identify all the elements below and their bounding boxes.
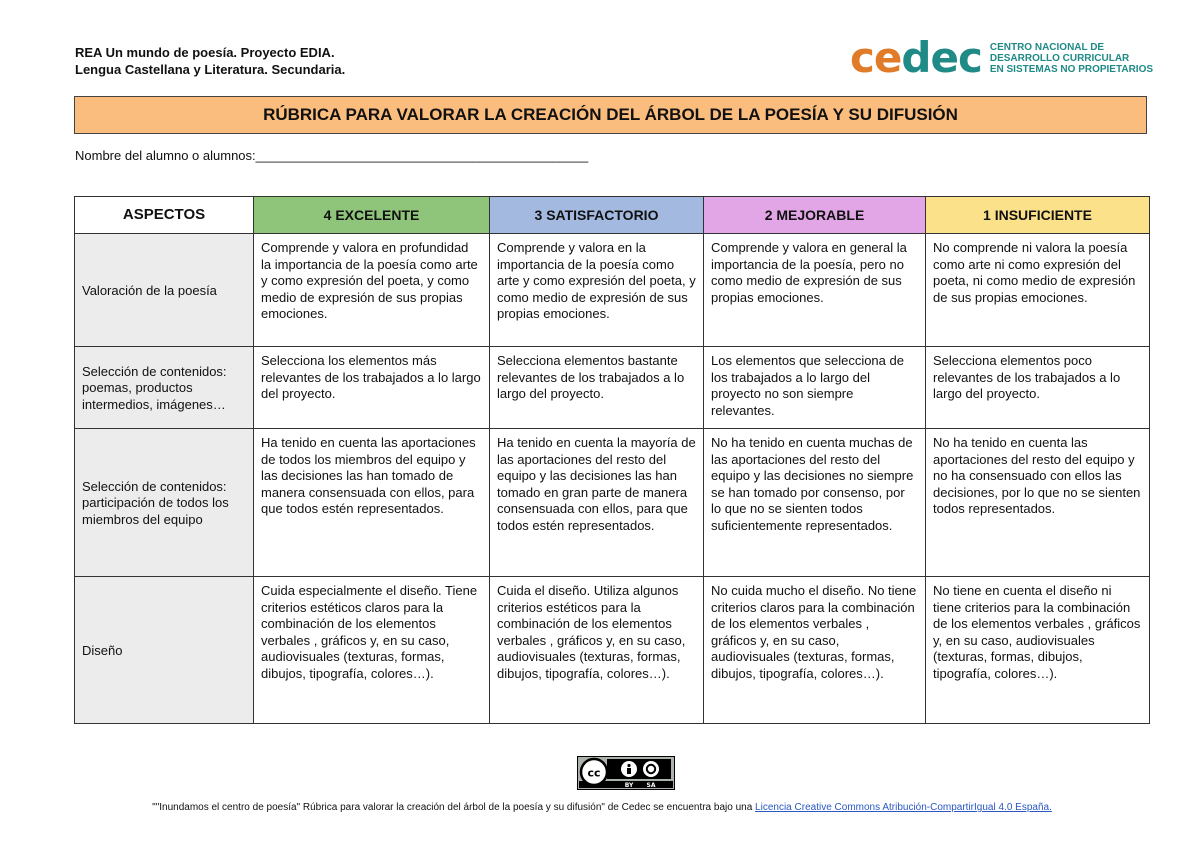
header-line-2: Lengua Castellana y Literatura. Secundaria. <box>75 62 346 77</box>
footer-text: ""Inundamos el centro de poesía" Rúbrica para valorar la creación del árbol de la poesía y su difusión" de Cedec se encuentra bajo una <box>152 802 756 813</box>
rubric-cell: Ha tenido en cuenta las aportaciones de todos los miembros del equipo y las decisiones las han tomado de manera consensuada con ellos, para que todos estén representados. <box>254 429 490 577</box>
header-excelente: 4 EXCELENTE <box>254 197 490 234</box>
rubric-cell: Ha tenido en cuenta la mayoría de las aportaciones del resto del equipo y las decisiones las han tomado en gran parte de manera consensuada con ellos, para que todos estén representados. <box>490 429 704 577</box>
cc-icon <box>581 759 607 785</box>
document-header <box>75 44 345 78</box>
rubric-cell: Selecciona los elementos más relevantes de los trabajados a lo largo del proyecto. <box>254 347 490 429</box>
logo-wordmark: cedec <box>850 33 982 82</box>
header-satisfactorio: 3 SATISFACTORIO <box>490 197 704 234</box>
rubric-title: RÚBRICA PARA VALORAR LA CREACIÓN DEL ÁRBOL DE LA POESÍA Y SU DIFUSIÓN <box>74 96 1147 134</box>
table-row <box>75 577 1150 724</box>
header-insuficiente: 1 INSUFICIENTE <box>926 197 1150 234</box>
header-aspectos: ASPECTOS <box>75 197 254 234</box>
license-link[interactable]: Licencia Creative Commons Atribución-CompartirIgual 4.0 España. <box>755 802 1052 813</box>
rubric-cell: No cuida mucho el diseño. No tiene criterios claros para la combinación de los elementos verbales , gráficos y, en su caso, audiovisuales (texturas, formas, dibujos, tipografía, colores…). <box>704 577 926 724</box>
rubric-cell: No tiene en cuenta el diseño ni tiene criterios para la combinación de los elementos verbales , gráficos y, en su caso, audiovisuales (texturas, formas, dibujos, tipografía, colores…). <box>926 577 1150 724</box>
logo-subtitle: CENTRO NACIONAL DE DESARROLLO CURRICULAR EN SISTEMAS NO PROPIETARIOS <box>989 41 1154 75</box>
header-mejorable: 2 MEJORABLE <box>704 197 926 234</box>
student-name-field: Nombre del alumno o alumnos:______________________________________________ <box>75 148 589 163</box>
table-row <box>75 347 1150 429</box>
header-line-1: REA Un mundo de poesía. Proyecto EDIA. <box>75 45 335 60</box>
aspect-cell: Selección de contenidos: poemas, productos intermedios, imágenes… <box>75 347 254 429</box>
rubric-cell: Comprende y valora en profundidad la importancia de la poesía como arte y como expresión del poeta, y como medio de expresión de sus propias emociones. <box>254 234 490 347</box>
by-icon <box>621 761 637 777</box>
rubric-cell: Cuida el diseño. Utiliza algunos criterios estéticos para la combinación de los elementos verbales , gráficos y, en su caso, audiovisuales (texturas, formas, dibujos, tipografía, colores…). <box>490 577 704 724</box>
rubric-cell: Selecciona elementos poco relevantes de los trabajados a lo largo del proyecto. <box>926 347 1150 429</box>
rubric-header-row <box>75 197 1150 234</box>
creative-commons-badge[interactable] <box>577 756 675 790</box>
rubric-cell: Comprende y valora en la importancia de la poesía como arte y como expresión del poeta, y como medio de expresión de sus propias emociones. <box>490 234 704 347</box>
aspect-cell: Selección de contenidos: participación de todos los miembros del equipo <box>75 429 254 577</box>
by-label: BY <box>624 782 634 789</box>
svg-text:cc: cc <box>587 766 601 780</box>
table-row <box>75 234 1150 347</box>
aspect-cell: Diseño <box>75 577 254 724</box>
rubric-cell: No ha tenido en cuenta muchas de las aportaciones del resto del equipo y las decisiones no siempre se han tomado por consenso, por lo que no se sienten todos suficientemente representados. <box>704 429 926 577</box>
sa-label: SA <box>646 782 656 789</box>
rubric-cell: Los elementos que selecciona de los trabajados a lo largo del proyecto no son siempre relevantes. <box>704 347 926 429</box>
rubric-cell: No comprende ni valora la poesía como arte ni como expresión del poeta, ni como medio de expresión de sus propias emociones. <box>926 234 1150 347</box>
rubric-cell: Comprende y valora en general la importancia de la poesía, pero no como medio de expresión de sus propias emociones. <box>704 234 926 347</box>
cedec-logo <box>850 33 1154 82</box>
rubric-cell: No ha tenido en cuenta las aportaciones del resto del equipo y no ha consensuado con ellos las decisiones, por lo que no se sienten todos representados. <box>926 429 1150 577</box>
sa-icon <box>643 761 659 777</box>
rubric-table <box>74 196 1150 724</box>
aspect-cell: Valoración de la poesía <box>75 234 254 347</box>
rubric-cell: Cuida especialmente el diseño. Tiene criterios estéticos claros para la combinación de los elementos verbales , gráficos y, en su caso, audiovisuales (texturas, formas, dibujos, tipografía, colores…). <box>254 577 490 724</box>
license-footer <box>0 802 1204 813</box>
cc-by-sa-badge <box>577 756 675 790</box>
rubric-cell: Selecciona elementos bastante relevantes de los trabajados a lo largo del proyecto. <box>490 347 704 429</box>
table-row <box>75 429 1150 577</box>
